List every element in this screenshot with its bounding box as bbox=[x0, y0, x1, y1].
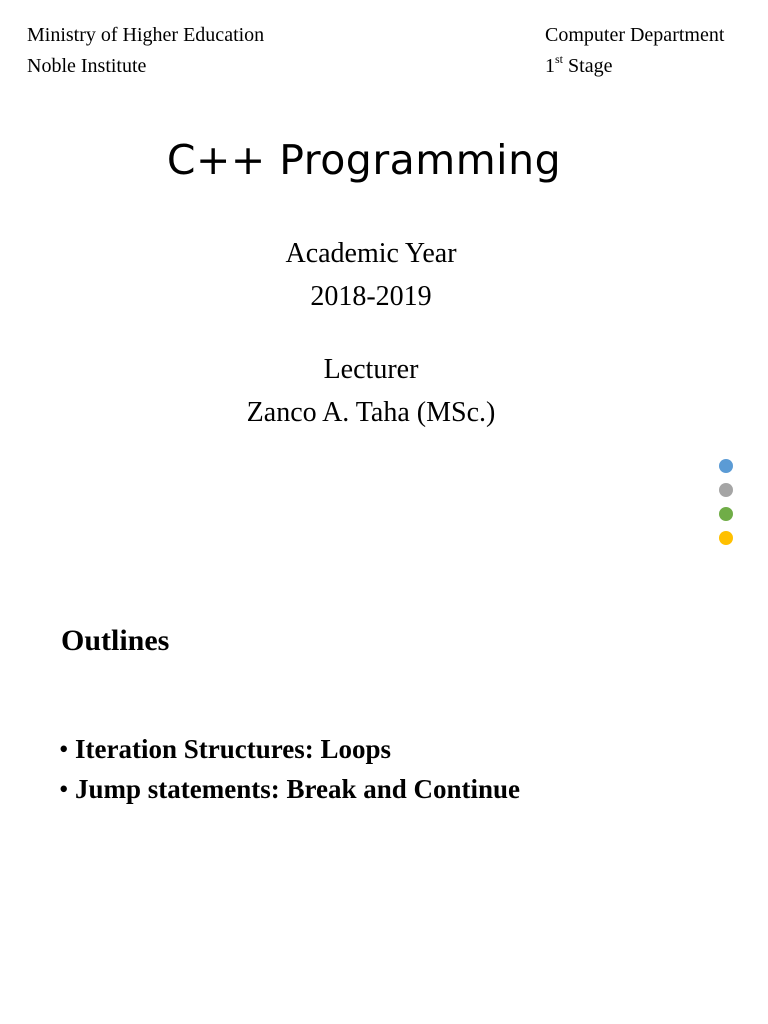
academic-year-value: 2018-2019 bbox=[310, 281, 432, 312]
green-dot-icon bbox=[719, 507, 733, 521]
institute-name: Noble Institute bbox=[27, 55, 147, 77]
page-title: C++ Programming bbox=[166, 136, 562, 184]
outline-list bbox=[59, 729, 520, 809]
academic-year-label: Academic Year bbox=[285, 238, 457, 269]
gray-dot-icon bbox=[719, 483, 733, 497]
header-institution bbox=[27, 20, 264, 82]
ministry-name: Ministry of Higher Education bbox=[27, 24, 265, 46]
academic-year-block bbox=[0, 232, 742, 318]
outline-item-text: Jump statements: Break and Continue bbox=[75, 774, 521, 804]
stage-ordinal-suffix: st bbox=[555, 52, 564, 67]
stage-number: 1 bbox=[545, 55, 555, 77]
blue-dot-icon bbox=[719, 459, 733, 473]
outline-item bbox=[59, 769, 520, 809]
stage-word: Stage bbox=[568, 55, 613, 77]
lecturer-label: Lecturer bbox=[323, 354, 419, 385]
lecturer-block bbox=[0, 348, 742, 434]
yellow-dot-icon bbox=[719, 531, 733, 545]
department-name: Computer Department bbox=[545, 24, 725, 46]
stage-label bbox=[545, 51, 724, 82]
header-department bbox=[545, 20, 724, 82]
bullet-icon: • bbox=[59, 774, 69, 804]
bullet-icon: • bbox=[59, 734, 69, 764]
outlines-heading: Outlines bbox=[61, 624, 170, 657]
decorative-dots bbox=[719, 459, 734, 555]
outline-item-text: Iteration Structures: Loops bbox=[75, 734, 391, 764]
outline-item bbox=[59, 729, 520, 769]
lecturer-name: Zanco A. Taha (MSc.) bbox=[246, 397, 496, 428]
